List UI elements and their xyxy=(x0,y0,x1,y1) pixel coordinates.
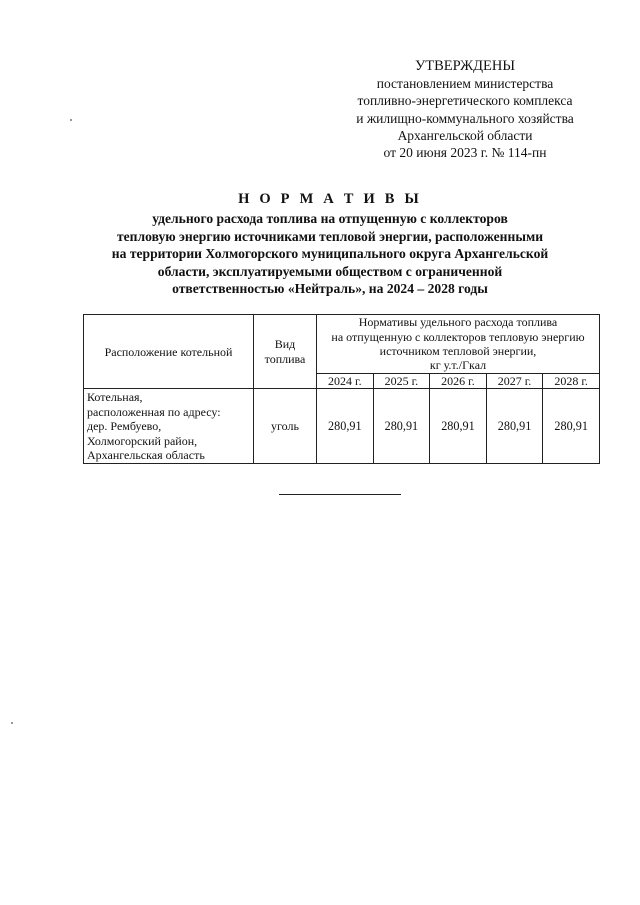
value-cell-2028: 280,91 xyxy=(543,389,600,464)
fuel-cell: уголь xyxy=(254,389,317,464)
title-line: ответственностью «Нейтраль», на 2024 – 2028 годы xyxy=(172,281,488,297)
table-row xyxy=(84,389,600,464)
scan-speck xyxy=(70,119,72,121)
title-line: области, эксплуатируемыми обществом с ограниченной xyxy=(157,263,503,279)
approval-line: постановлением министерства xyxy=(376,76,554,92)
location-line: Архангельская область xyxy=(87,448,205,463)
header-norms xyxy=(317,315,600,374)
value-cell-2024: 280,91 xyxy=(317,389,374,464)
header-norms-line: кг у.т./Гкал xyxy=(429,358,487,373)
year-header: 2024 г. xyxy=(317,374,374,389)
end-divider xyxy=(279,494,401,495)
title-line: тепловую энергию источниками тепловой энергии, расположенными xyxy=(116,228,544,244)
header-location: Расположение котельной xyxy=(84,315,254,389)
title-line: удельного расхода топлива на отпущенную с коллекторов xyxy=(152,211,508,227)
approval-heading: УТВЕРЖДЕНЫ xyxy=(414,58,516,74)
location-line: дер. Рембуево, xyxy=(87,419,162,434)
approval-stamp xyxy=(330,58,600,161)
year-header: 2027 г. xyxy=(486,374,543,389)
value-cell-2026: 280,91 xyxy=(430,389,487,464)
year-header: 2025 г. xyxy=(373,374,430,389)
value-cell-2025: 280,91 xyxy=(373,389,430,464)
header-fuel xyxy=(254,315,317,389)
year-header: 2026 г. xyxy=(430,374,487,389)
approval-line: Архангельской области xyxy=(397,127,533,143)
approval-line: топливно-энергетического комплекса xyxy=(357,93,573,109)
location-cell xyxy=(84,389,254,464)
approval-line: и жилищно-коммунального хозяйства xyxy=(356,110,574,126)
table-header-row xyxy=(84,315,600,374)
header-norms-line: Нормативы удельного расхода топлива xyxy=(358,315,558,330)
value-cell-2027: 280,91 xyxy=(486,389,543,464)
document-title xyxy=(60,191,600,297)
title-line: на территории Холмогорского муниципального округа Архангельской xyxy=(111,246,549,262)
header-norms-line: на отпущенную с коллекторов тепловую энергию xyxy=(331,329,585,344)
header-norms-line: источником тепловой энергии, xyxy=(379,344,537,358)
approval-date-line: от 20 июня 2023 г. № 114-пн xyxy=(383,145,547,161)
norms-table xyxy=(83,314,600,464)
header-fuel-text: Вид топлива xyxy=(264,337,306,366)
location-line: Котельная, xyxy=(87,390,143,405)
title-heading: Н О Р М А Т И В Ы xyxy=(238,191,422,207)
year-header: 2028 г. xyxy=(543,374,600,389)
scan-speck xyxy=(11,722,13,724)
location-line: Холмогорский район, xyxy=(87,433,198,448)
location-line: расположенная по адресу: xyxy=(87,404,221,419)
